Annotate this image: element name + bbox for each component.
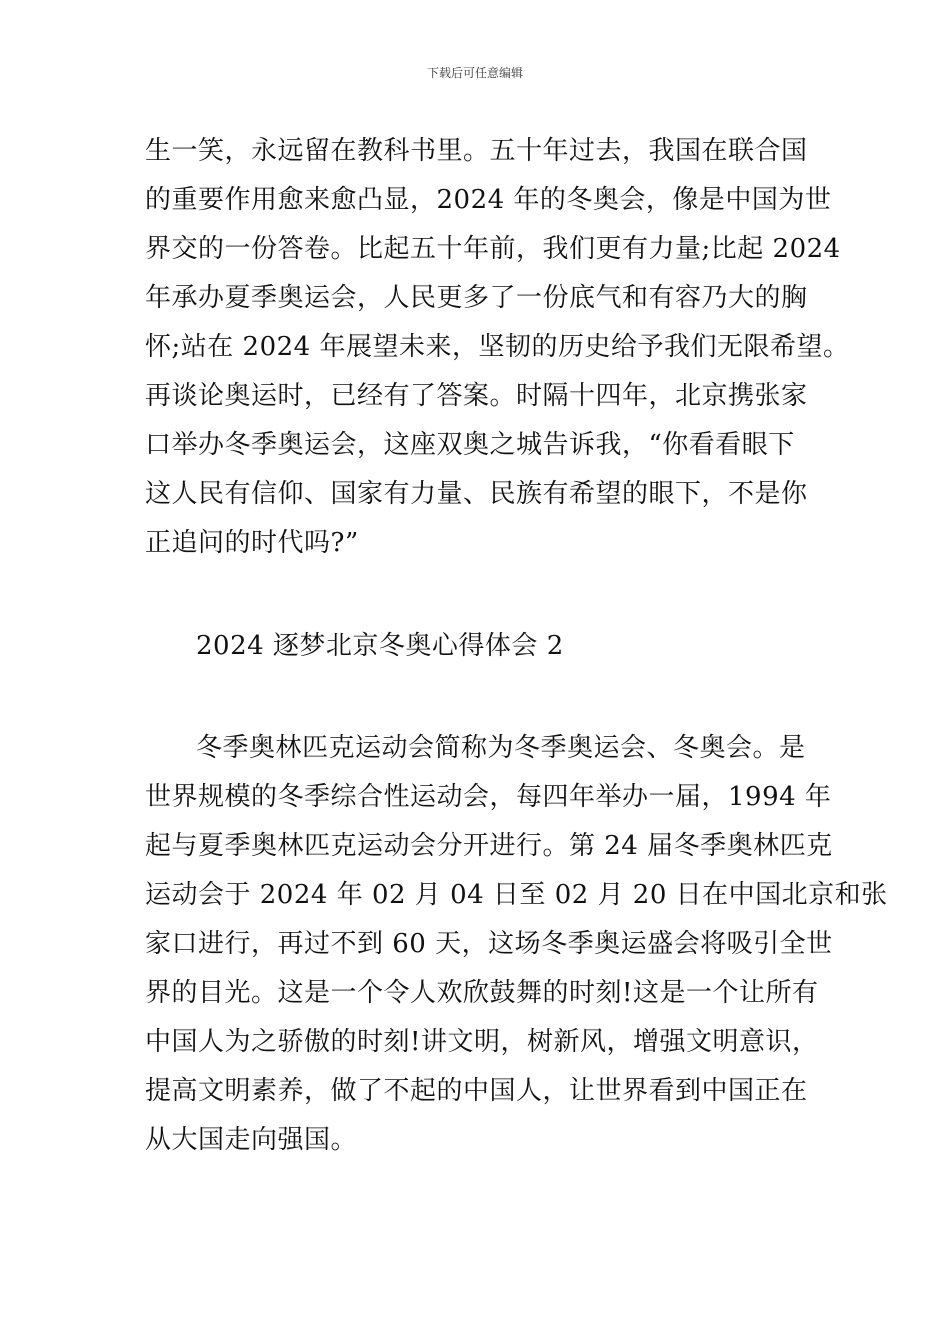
paragraph-line: 再谈论奥运时，已经有了答案。时隔十四年，北京携张家 (145, 381, 808, 411)
section-title: 2024 逐梦北京冬奥心得体会 2 (196, 631, 564, 661)
paragraph-line: 生一笑，永远留在教科书里。五十年过去，我国在联合国 (145, 136, 808, 166)
paragraph-line: 的重要作用愈来愈凸显，2024 年的冬奥会，像是中国为世 (145, 185, 832, 215)
paragraph-line: 这人民有信仰、国家有力量、民族有希望的眼下，不是你 (145, 479, 808, 509)
paragraph-line: 世界规模的冬季综合性运动会，每四年举办一届，1994 年 (145, 782, 832, 812)
paragraph-line: 年承办夏季奥运会，人民更多了一份底气和有容乃大的胸 (145, 283, 808, 313)
paragraph-line: 界交的一份答卷。比起五十年前，我们更有力量;比起 2024 (145, 234, 841, 264)
paragraph-line: 从大国走向强国。 (145, 1125, 358, 1155)
paragraph-line: 中国人为之骄傲的时刻!讲文明，树新风，增强文明意识， (145, 1027, 819, 1057)
paragraph-line: 起与夏季奥林匹克运动会分开进行。第 24 届冬季奥林匹克 (145, 831, 833, 861)
paragraph-line: 界的目光。这是一个令人欢欣鼓舞的时刻!这是一个让所有 (145, 978, 819, 1008)
paragraph-line: 正追问的时代吗?” (145, 528, 359, 558)
paragraph-line: 运动会于 2024 年 02 月 04 日至 02 月 20 日在中国北京和张 (145, 880, 888, 910)
paragraph-line: 家口进行，再过不到 60 天，这场冬季奥运盛会将吸引全世 (145, 929, 833, 959)
page-header-note: 下载后可任意编辑 (426, 66, 523, 80)
paragraph-line: 口举办冬季奥运会，这座双奥之城告诉我，“你看看眼下 (145, 430, 795, 460)
paragraph-line: 提高文明素养，做了不起的中国人，让世界看到中国正在 (145, 1076, 808, 1106)
paragraph-line: 冬季奥林匹克运动会简称为冬季奥运会、冬奥会。是 (196, 733, 806, 763)
paragraph-line: 怀;站在 2024 年展望未来，坚韧的历史给予我们无限希望。 (145, 332, 850, 362)
